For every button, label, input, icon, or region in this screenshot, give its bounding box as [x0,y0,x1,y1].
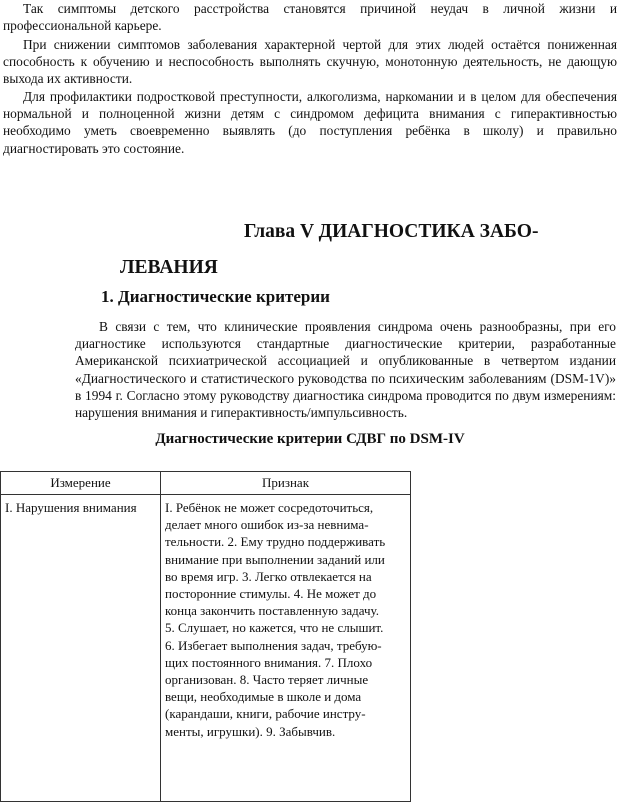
table-header-sign: Признак [161,472,411,495]
table-row [1,495,411,802]
table-cell-sign [161,495,411,802]
table-cell-sign-text: I. Ребёнок не может сосредоточиться, делает много ошибок из-за невнима- тельности. 2. Ему трудно поддерживать внимание при выполнении заданий или во время игр. 3. Легко отвлекается на посторонние стимулы. 4. Не может до конца закончить поставленную задачу. 5. Слушает, но кажется, что не слышит. 6. Избегает выполнения задач, требую- щих постоянного внимания. 7. Плохо организован. 8. Часто теряет личные вещи, необходимые в школе и дома (карандаши, книги, рабочие инстру- менты, игрушки). 9. Забывчив. [165,500,386,739]
paragraph-symptoms: При снижении симптомов заболевания характерной чертой для этих людей остаётся пониженная способность к обучению и неспособность выполнять скучную, монотонную деятельность, не дающую выхода их активности. [3,37,617,87]
table-header-row [1,472,411,495]
criteria-table [0,471,411,802]
chapter-title [120,214,560,286]
section-title: 1. Диагностические критерии [101,287,330,306]
paragraph-prevention: Для профилактики подростковой преступности, алкоголизма, наркомании и в целом для обеспечения нормальной и полноценной жизни детям с синдромом дефицита внимания с гиперактивностью необходимо уметь своевременно выявлять (до поступления ребёнка в школу) и правильно диагностировать это состояние. [3,89,617,156]
chapter-title-line-1: Глава V ДИАГНОСТИКА ЗАБО- [244,221,539,242]
table-header-dimension: Измерение [1,472,161,495]
chapter-title-line-2: ЛЕВАНИЯ [120,257,218,278]
paragraph-intro: Так симптомы детского расстройства становятся причиной неудач в личной жизни и профессиональной карьере. [3,1,617,34]
table-cell-dimension: I. Нарушения внимания [1,495,161,802]
table-caption: Диагностические критерии СДВГ по DSM-IV [155,431,465,447]
paragraph-diagnostics: В связи с тем, что клинические проявления синдрома очень разнообразны, при его диагностике используются стандартные диагностические критерии, разработанные Американской психиатрической ассоциацией и опубликованные в четвертом издании «Диагностического и статистического руководства по психическим заболеваниям (DSM-1V)» в 1994 г. Согласно этому руководству диагностика синдрома проводится по двум измерениям: нарушения внимания и гиперактивность/импульсивность. [75,319,616,421]
